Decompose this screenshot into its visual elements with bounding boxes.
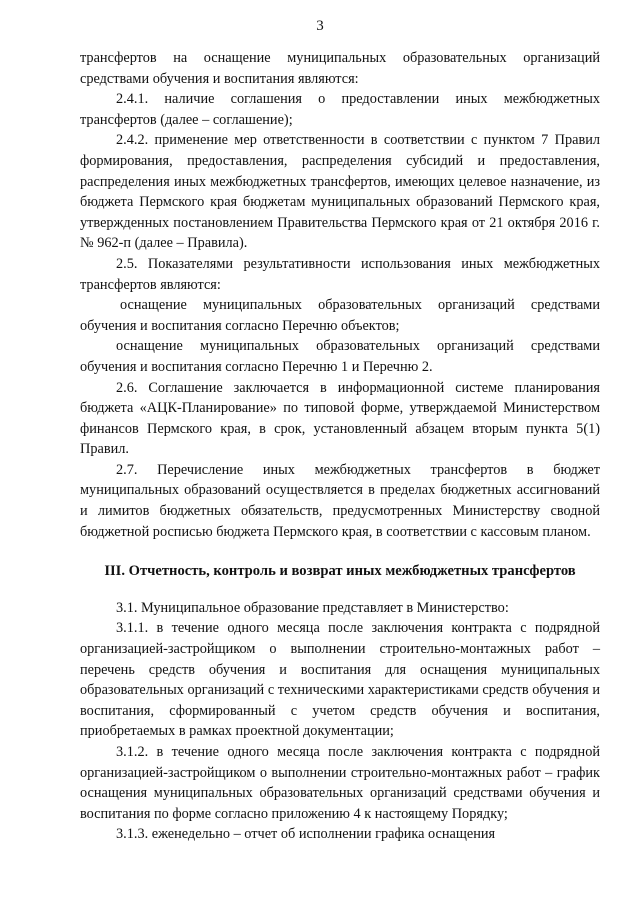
indicator-item-1: оснащение муниципальных образовательных организаций средствами обучения и воспитания согласно Перечню объектов; [80,297,600,334]
clause-2-6: 2.6. Соглашение заключается в информационной системе планирования бюджета «АЦК-Планирование» по типовой форме, утверждаемой Министерством финансов Пермского края, в срок, установленный абзацем вторым пункта 5(1) Правил. [80,379,600,458]
indicator-item-2: оснащение муниципальных образовательных организаций средствами обучения и воспитания согласно Перечню 1 и Перечню 2. [80,338,600,375]
clause-3-1-3: 3.1.3. еженедельно – отчет об исполнении графика оснащения [116,826,496,843]
clause-2-4-2: 2.4.2. применение мер ответственности в соответствии с пунктом 7 Правил формирования, предоставления, распределения субсидий и предоставления, распределения иных межбюджетных трансфертов, имеющих целевое назначение, из бюджета Пермского края бюджетам муниципальных образований Пермского края, утвержденных постановлением Правительства Пермского края от 21 октября 2016 г. № 962-п (далее – Правила). [80,132,600,252]
document-body [80,48,600,845]
section-heading: III. Отчетность, контроль и возврат иных межбюджетных трансфертов [104,563,576,580]
clause-3-1: 3.1. Муниципальное образование представляет в Министерство: [116,599,509,616]
page-number: 3 [316,18,324,34]
clause-2-5: 2.5. Показателями результативности использования иных межбюджетных трансфертов являются: [80,255,600,293]
clause-2-7: 2.7. Перечисление иных межбюджетных трансфертов в бюджет муниципальных образований осуществляется в пределах бюджетных ассигнований и лимитов бюджетных обязательств, предусмотренных Министерству сводной бюджетной росписью бюджета Пермского края, в соответствии с кассовым планом. [80,461,600,540]
clause-3-1-2: 3.1.2. в течение одного месяца после заключения контракта с подрядной организацией-застройщиком о выполнении строительно-монтажных работ – график оснащения муниципальных образовательных организаций средствами обучения и воспитания по форме согласно приложению 4 к настоящему Порядку; [80,744,600,822]
clause-2-4-1: 2.4.1. наличие соглашения о предоставлении иных межбюджетных трансфертов (далее – соглашение); [80,91,600,128]
clause-3-1-1: 3.1.1. в течение одного месяца после заключения контракта с подрядной организацией-застройщиком о выполнении строительно-монтажных работ – перечень средств обучения и воспитания для оснащения муниципальных образовательных организаций с техническими характеристиками средств обучения и воспитания, сформированный с учетом средств обучения и воспитания, приобретаемых в рамках проектной документации; [80,620,600,740]
paragraph-continuation: трансфертов на оснащение муниципальных образовательных организаций средствами обучения и воспитания являются: [80,50,600,87]
